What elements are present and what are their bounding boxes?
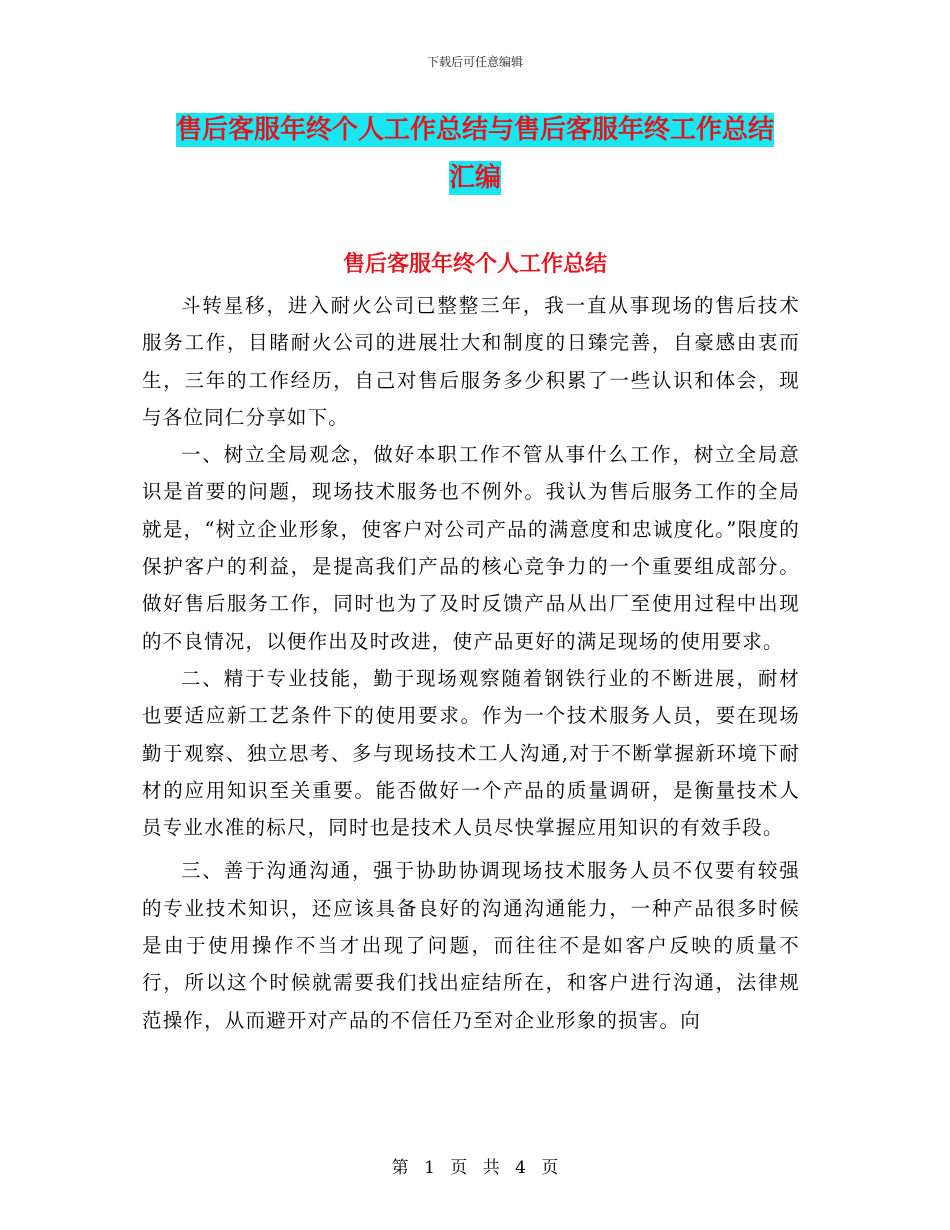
document-title-line-1: 售后客服年终个人工作总结与售后客服年终工作总结 [175,115,774,145]
footer-total-unit: 页 [541,1158,559,1178]
footer-page-label: 第 [391,1158,409,1178]
paragraph-point-1: 一、树立全局观念，做好本职工作不管从事什么工作，树立全局意识是首要的问题，现场技术服务也不例外。我认为售后服务工作的全局就是，“树立企业形象，使客户对公司产品的满意度和忠诚度化。”限度的保护客户的利益，是提高我们产品的核心竞争力的一个重要组成部分。做好售后服务工作，同时也为了及时反馈产品从出厂至使用过程中出现的不良情况，以便作出及时改进，使产品更好的满足现场的使用要求。 [142,443,800,653]
paragraph-intro: 斗转星移，进入耐火公司已整整三年，我一直从事现场的售后技术服务工作，目睹耐火公司的进展壮大和制度的日臻完善，自豪感由衷而生，三年的工作经历，自己对售后服务多少积累了一些认识和体会，现与各位同仁分享如下。 [142,294,800,429]
body-text [142,287,800,1039]
page-footer [0,1153,950,1178]
paragraph-point-3: 三、善于沟通沟通，强于协助协调现场技术服务人员不仅要有较强的专业技术知识，还应该具备良好的沟通沟通能力，一种产品很多时候是由于使用操作不当才出现了问题，而往往不是如客户反映的质量不行，所以这个时候就需要我们找出症结所在，和客户进行沟通，法律规范操作，从而避开对产品的不信任乃至对企业形象的损害。向 [142,859,800,1032]
section-title: 售后客服年终个人工作总结 [342,252,607,277]
footer-page-total: 4 [515,1158,526,1178]
footer-total-label: 共 [482,1158,500,1178]
document-title-line-2: 汇编 [448,163,501,193]
footer-page-current: 1 [424,1158,435,1178]
paragraph-point-2: 二、精于专业技能，勤于现场观察随着钢铁行业的不断进展，耐材也要适应新工艺条件下的使用要求。作为一个技术服务人员，要在现场勤于观察、独立思考、多与现场技术工人沟通,对于不断掌握新环境下耐材的应用知识至关重要。能否做好一个产品的质量调研，是衡量技术人员专业水准的标尺，同时也是技术人员尽快掌握应用知识的有效手段。 [142,666,800,840]
header-note: 下载后可任意编辑 [426,55,523,69]
footer-page-unit: 页 [450,1158,468,1178]
document-title [140,106,810,202]
